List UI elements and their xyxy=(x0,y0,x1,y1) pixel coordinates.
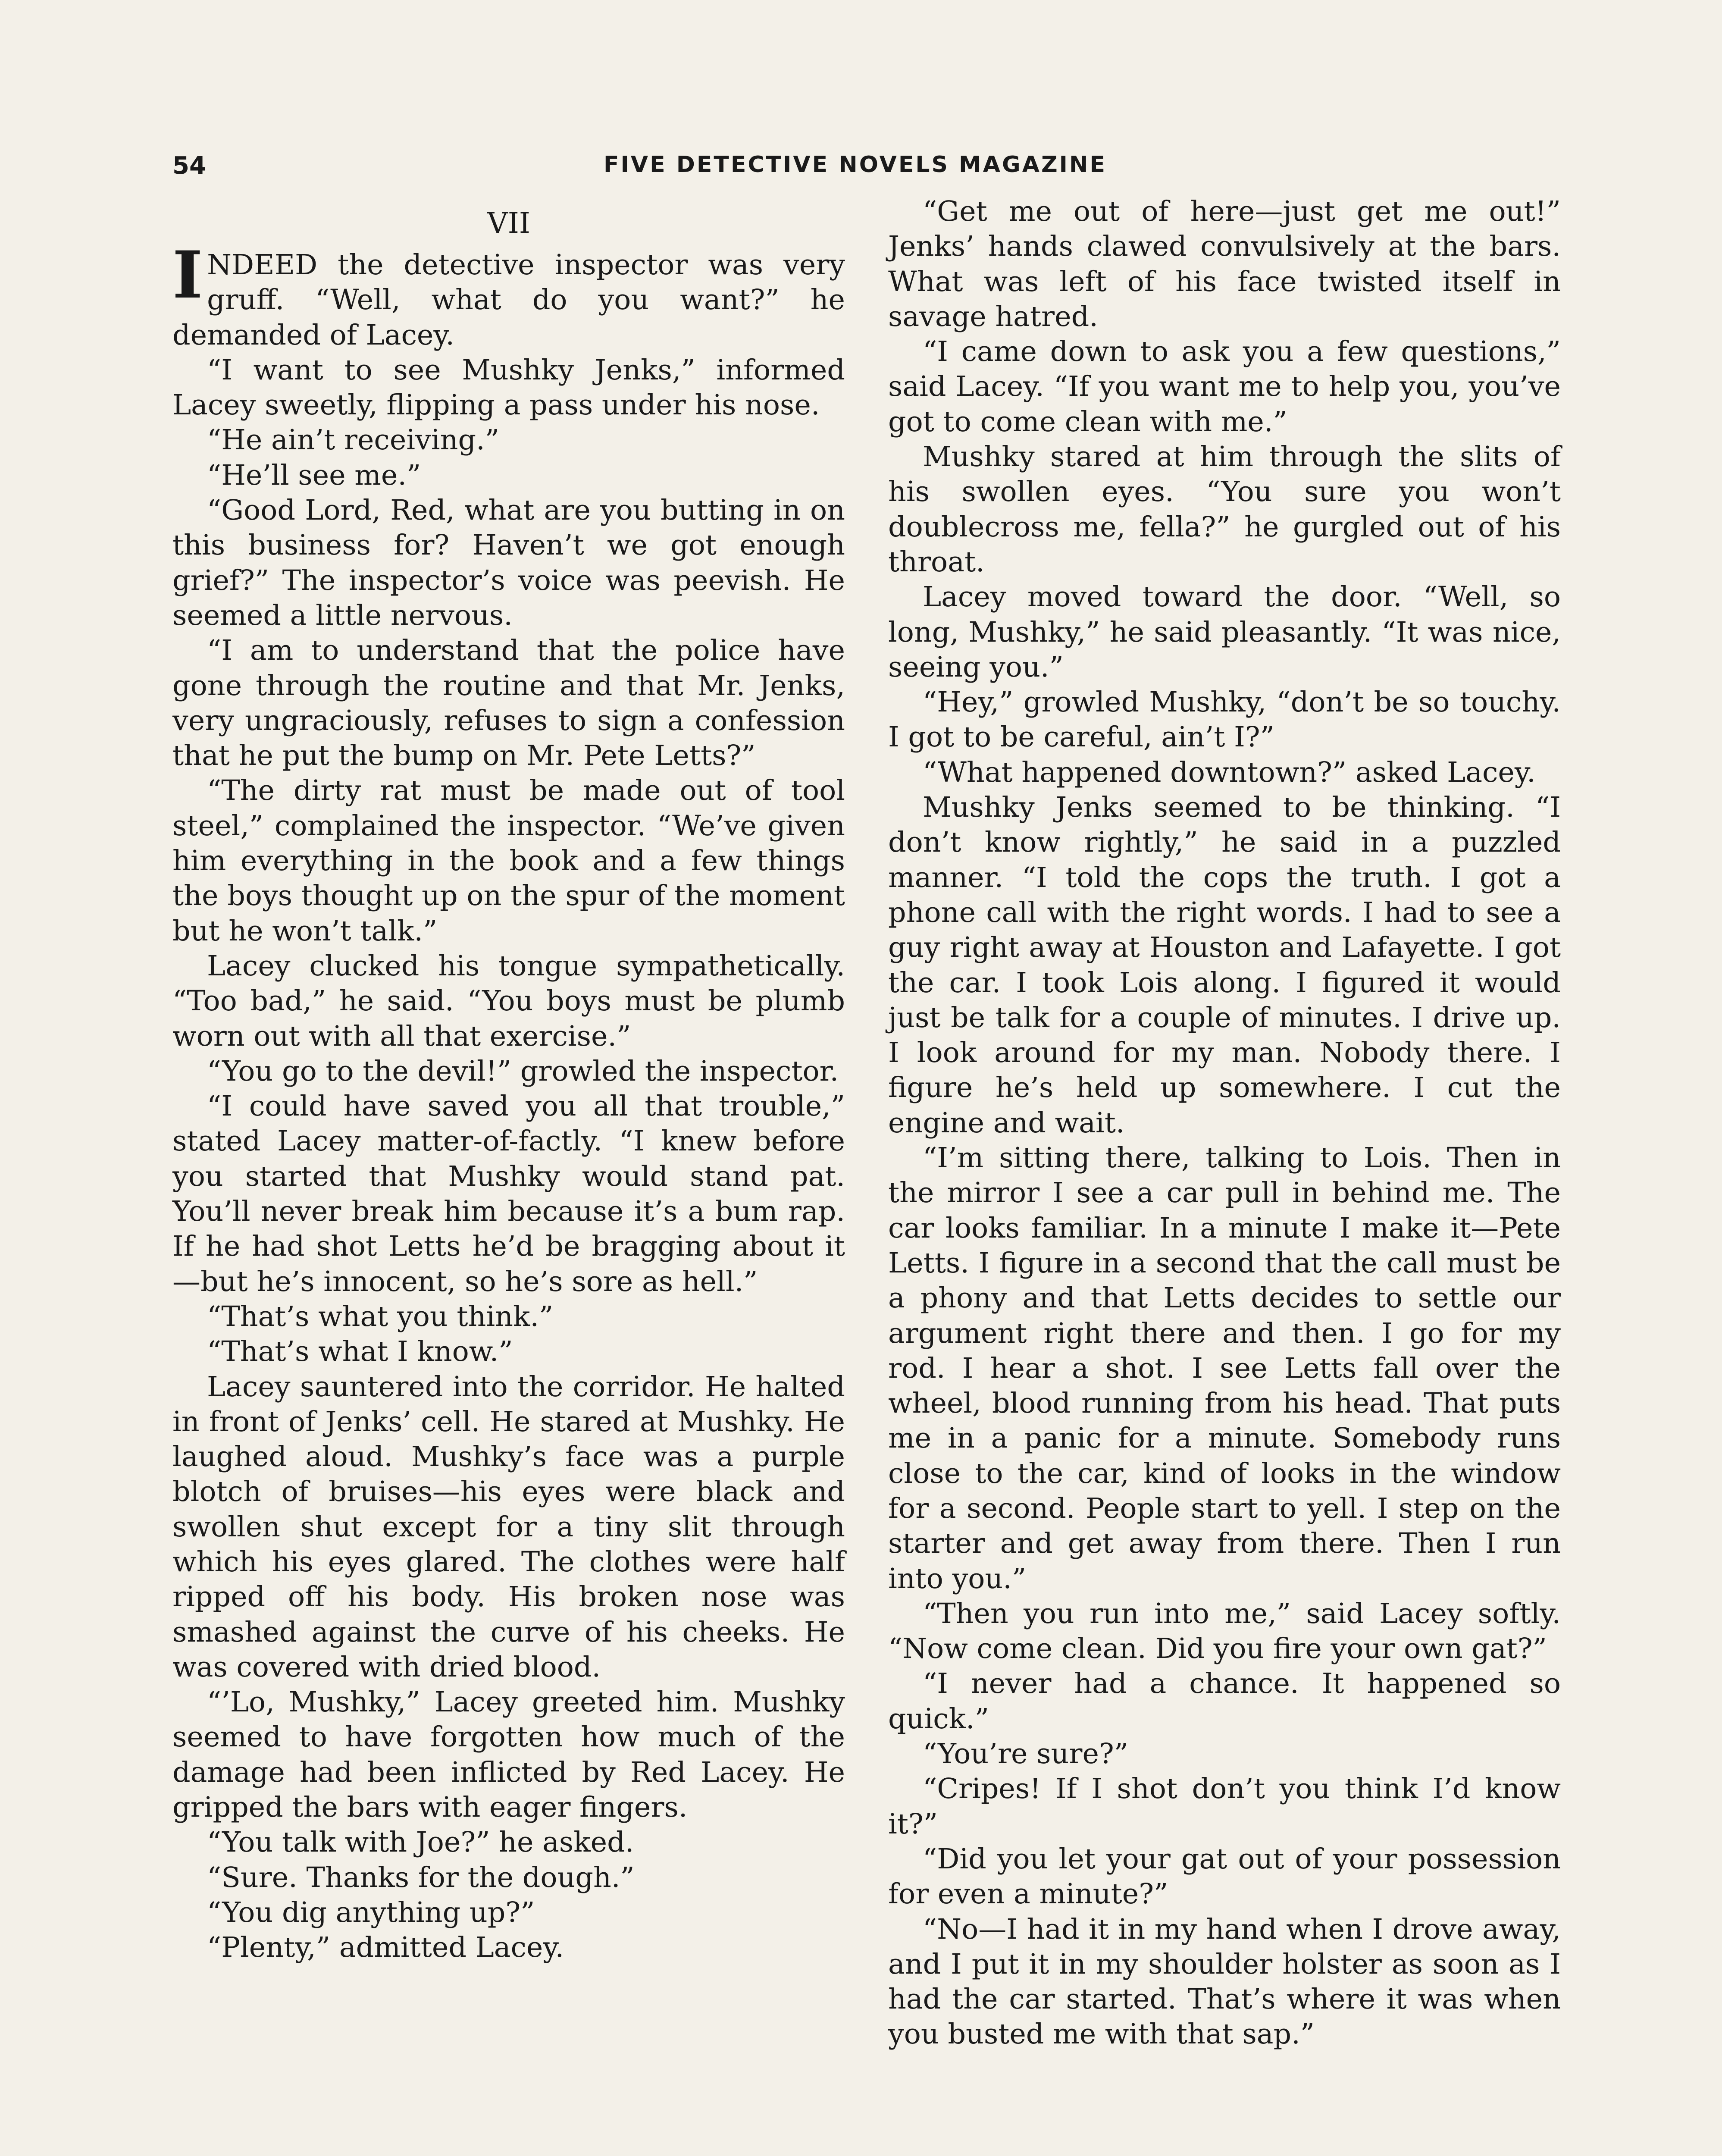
page-header xyxy=(172,152,1561,191)
paragraph: Mushky Jenks seemed to be thinking. “I don’t know rightly,” he said in a puzzled manner. “I told the cops the truth. I got a phone call with the right words. I had to see a guy right away at Houston and Lafayette. I got the car. I took Lois along. I figured it would just be talk for a couple of minutes. I drive up. I look around for my man. Nobody there. I figure he’s held up somewhere. I cut the engine and wait. xyxy=(888,791,1561,1139)
paragraph: “Get me out of here—just get me out!” Jenks’ hands clawed convulsively at the bars. What was left of his face twisted itself in savage hatred. xyxy=(888,195,1561,333)
right-column xyxy=(888,194,1561,2052)
paragraph: “I am to understand that the police have gone through the routine and that Mr. Jenks, very ungraciously, refuses to sign a confession that he put the bump on Mr. Pete Letts?” xyxy=(172,634,845,772)
running-head: FIVE DETECTIVE NOVELS MAGAZINE xyxy=(604,152,1107,178)
paragraph: “He’ll see me.” xyxy=(207,459,421,492)
paragraph: “Hey,” growled Mushky, “don’t be so touchy. I got to be careful, ain’t I?” xyxy=(888,686,1561,754)
paragraph: “Cripes! If I shot don’t you think I’d know it?” xyxy=(888,1773,1561,1840)
paragraph: “What happened downtown?” asked Lacey. xyxy=(923,756,1536,789)
paragraph: Lacey clucked his tongue sympathetically. “Too bad,” he said. “You boys must be plumb worn out with all that exercise.” xyxy=(172,950,845,1053)
paragraph: “I came down to ask you a few questions,” said Lacey. “If you want me to help you, you’ve got to come clean with me.” xyxy=(888,335,1561,438)
paragraph: Lacey sauntered into the corridor. He halted in front of Jenks’ cell. He stared at Mushky. He laughed aloud. Mushky’s face was a purple blotch of bruises—his eyes were black and swollen shut except for a tiny slit through which his eyes glared. The clothes were half ripped off his body. His broken nose was smashed against the curve of his cheeks. He was covered with dried blood. xyxy=(172,1370,845,1683)
section-heading: VII xyxy=(487,207,530,240)
paragraph: “No—I had it in my hand when I drove away, and I put it in my shoulder holster as soon as I had the car started. That’s where it was when you busted me with that sap.” xyxy=(888,1913,1561,2051)
drop-cap: I xyxy=(172,237,203,313)
paragraph: “Plenty,” admitted Lacey. xyxy=(207,1931,564,1964)
paragraph: “I never had a chance. It happened so quick.” xyxy=(888,1667,1561,1735)
paragraph: “You dig anything up?” xyxy=(207,1896,535,1929)
paragraph: “Then you run into me,” said Lacey softly. “Now come clean. Did you fire your own gat?” xyxy=(888,1597,1561,1665)
paragraph: “You’re sure?” xyxy=(923,1738,1128,1771)
paragraph: “I could have saved you all that trouble,” stated Lacey matter-of-factly. “I knew before you started that Mushky would stand pat. You’ll never break him because it’s a bum rap. If he had shot Letts he’d be bragging about it—but he’s innocent, so he’s sore as hell.” xyxy=(172,1090,845,1298)
paragraph: “I’m sitting there, talking to Lois. Then in the mirror I see a car pull in behind me. The car looks familiar. In a minute I make it—Pete Letts. I figure in a second that the call must be a phony and that Letts decides to settle our argument right there and then. I go for my rod. I hear a shot. I see Letts fall over the wheel, blood running from his head. That puts me in a panic for a minute. Somebody runs close to the car, kind of looks in the window for a second. People start to yell. I step on the starter and get away from there. Then I run into you.” xyxy=(888,1142,1561,1595)
paragraph: NDEED the detective inspector was very gruff. “Well, what do you want?” he demanded of Lacey. xyxy=(172,249,845,351)
left-column xyxy=(172,203,845,1965)
paragraph: Mushky stared at him through the slits of his swollen eyes. “You sure you won’t doublecross me, fella?” he gurgled out of his throat. xyxy=(888,441,1561,578)
paragraph: Lacey moved toward the door. “Well, so long, Mushky,” he said pleasantly. “It was nice, seeing you.” xyxy=(888,581,1561,683)
paragraph: “You talk with Joe?” he asked. xyxy=(207,1826,634,1859)
paragraph: “You go to the devil!” growled the inspector. xyxy=(207,1055,839,1087)
page-number: 54 xyxy=(172,152,206,180)
paragraph: “I want to see Mushky Jenks,” informed Lacey sweetly, flipping a pass under his nose. xyxy=(172,354,845,422)
paragraph: “’Lo, Mushky,” Lacey greeted him. Mushky seemed to have forgotten how much of the damage had been inflicted by Red Lacey. He gripped the bars with eager fingers. xyxy=(172,1686,845,1824)
paragraph: “That’s what I know.” xyxy=(207,1335,513,1368)
paragraph: “Good Lord, Red, what are you butting in on this business for? Haven’t we got enough grief?” The inspector’s voice was peevish. He seemed a little nervous. xyxy=(172,494,845,632)
paragraph: “He ain’t receiving.” xyxy=(207,424,499,457)
paragraph: “Did you let your gat out of your possession for even a minute?” xyxy=(888,1843,1561,1911)
paragraph: “That’s what you think.” xyxy=(207,1300,554,1333)
paragraph: “The dirty rat must be made out of tool steel,” complained the inspector. “We’ve given him everything in the book and a few things the boys thought up on the spur of the moment but he won’t talk.” xyxy=(172,774,845,947)
paragraph: “Sure. Thanks for the dough.” xyxy=(207,1861,635,1894)
